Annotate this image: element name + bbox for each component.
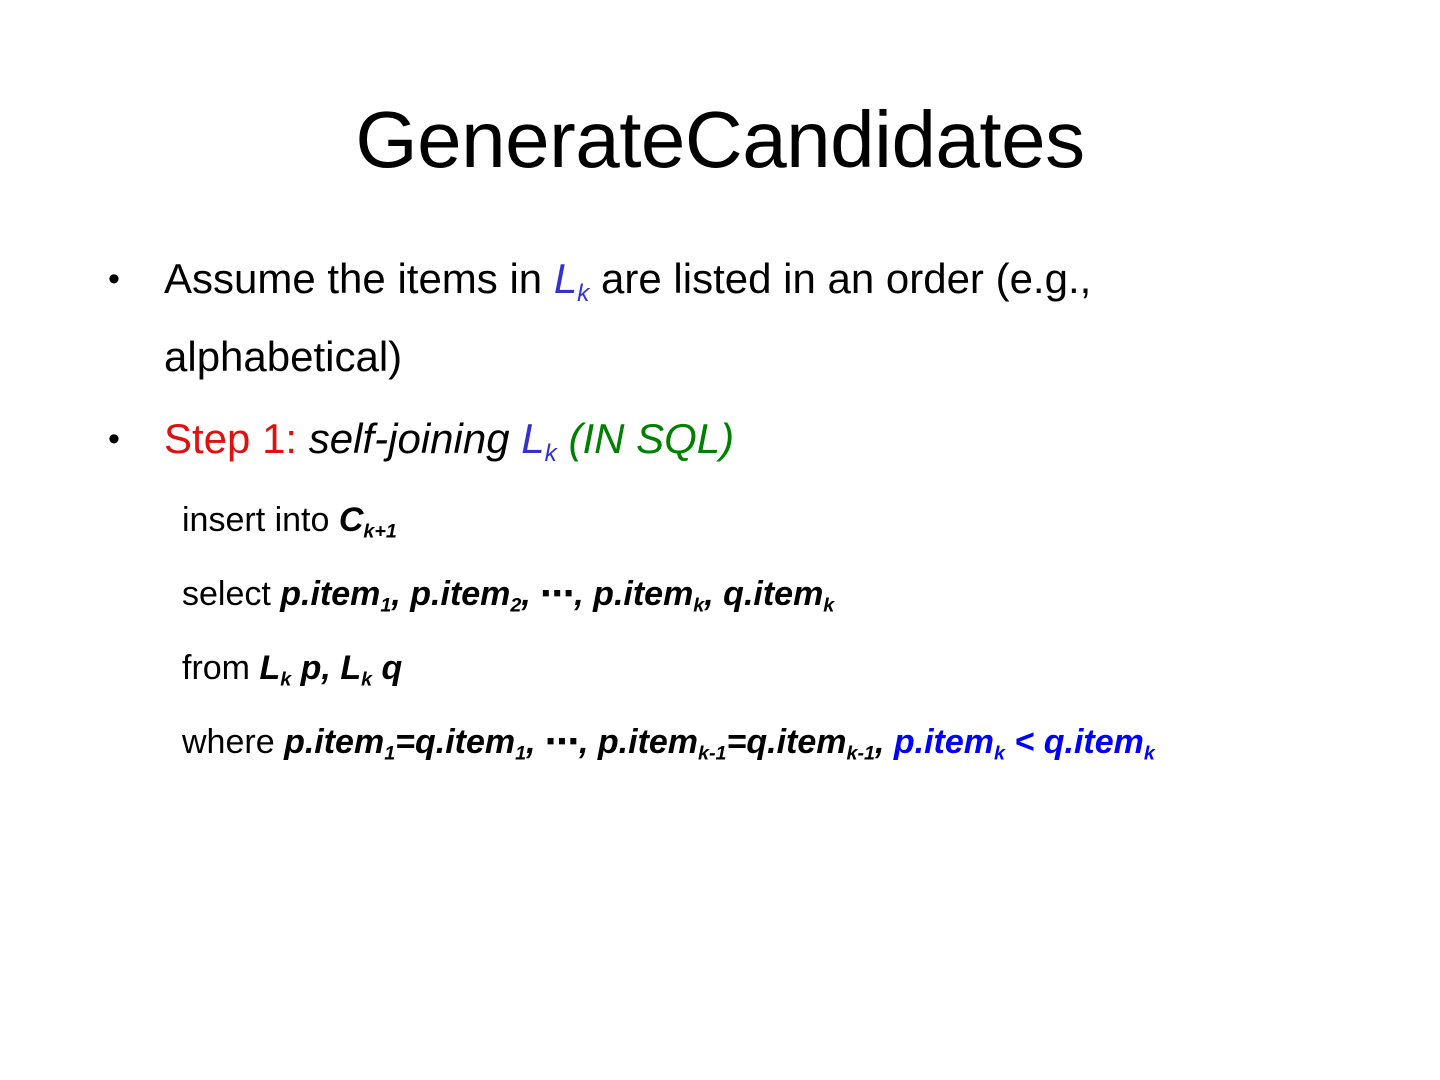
where-term-sub: 1 — [384, 742, 396, 765]
from-table: L — [259, 649, 281, 687]
sql-select-list — [280, 575, 835, 617]
lk-subscript: k — [544, 439, 557, 467]
sql-note: (IN SQL) — [568, 415, 735, 462]
sql-insert-line — [182, 500, 397, 543]
from-alias: q — [372, 649, 403, 687]
where-term-sub: k-1 — [846, 742, 875, 765]
bullet-marker: • — [108, 260, 120, 298]
from-table: L — [340, 649, 362, 687]
where-term: p.item — [893, 723, 995, 761]
where-ordering-condition — [893, 723, 1155, 765]
where-term-sub: k-1 — [698, 742, 727, 765]
bullet-marker: • — [108, 420, 120, 458]
bullet-text-before: Assume the items in — [164, 255, 554, 302]
select-term: p.item — [410, 575, 511, 613]
sql-keyword-insert: insert into — [182, 501, 330, 539]
where-term-sub: 1 — [515, 742, 527, 765]
where-term: =q.item — [726, 723, 847, 761]
lk-letter: L — [521, 415, 545, 462]
where-sep: , — [874, 723, 894, 761]
where-term: p.item — [597, 723, 699, 761]
bullet-text — [164, 400, 1314, 478]
select-sep: , — [704, 575, 724, 613]
slide-title: GenerateCandidates — [355, 95, 1085, 184]
lk-symbol — [521, 415, 557, 467]
where-term: =q.item — [395, 723, 516, 761]
from-alias: p, — [291, 649, 341, 687]
select-term-sub: 2 — [510, 594, 522, 617]
where-term-sub: k — [994, 742, 1005, 765]
sql-where-conditions — [284, 723, 1155, 765]
lk-letter: L — [553, 255, 578, 302]
select-sep: , — [391, 575, 411, 613]
bullet-text-after: are listed in an order (e.g., — [589, 255, 1092, 302]
step-description: self-joining — [308, 415, 510, 462]
sql-keyword-select: select — [182, 575, 271, 613]
bullet-text-line2: alphabetical) — [164, 333, 403, 380]
sql-keyword-from: from — [182, 649, 250, 687]
sql-where-line — [182, 722, 1155, 765]
lk-symbol — [553, 255, 590, 307]
where-sep: , ⋯, — [526, 723, 598, 761]
sql-select-line — [182, 574, 835, 617]
where-term-sub: k — [1143, 742, 1155, 765]
where-term: < q.item — [1004, 723, 1144, 761]
lk-subscript: k — [577, 279, 590, 307]
where-term: p.item — [284, 723, 385, 761]
sql-from-tables — [259, 649, 403, 691]
select-term: q.item — [723, 575, 824, 613]
select-sep: , ⋯, — [521, 575, 594, 613]
select-term: p.item — [280, 575, 381, 613]
step-label: Step 1: — [164, 415, 298, 462]
from-table-sub: k — [280, 668, 292, 691]
select-term-sub: 1 — [380, 594, 392, 617]
sql-insert-target — [338, 501, 397, 543]
from-table-sub: k — [361, 668, 373, 691]
select-term-sub: k — [823, 594, 835, 617]
ck-letter: C — [338, 501, 364, 539]
sql-keyword-where: where — [182, 723, 275, 761]
select-term-sub: k — [693, 594, 705, 617]
select-term: p.item — [593, 575, 694, 613]
ck-subscript: k+1 — [363, 520, 397, 543]
bullet-text — [164, 240, 1314, 396]
sql-from-line — [182, 648, 403, 691]
